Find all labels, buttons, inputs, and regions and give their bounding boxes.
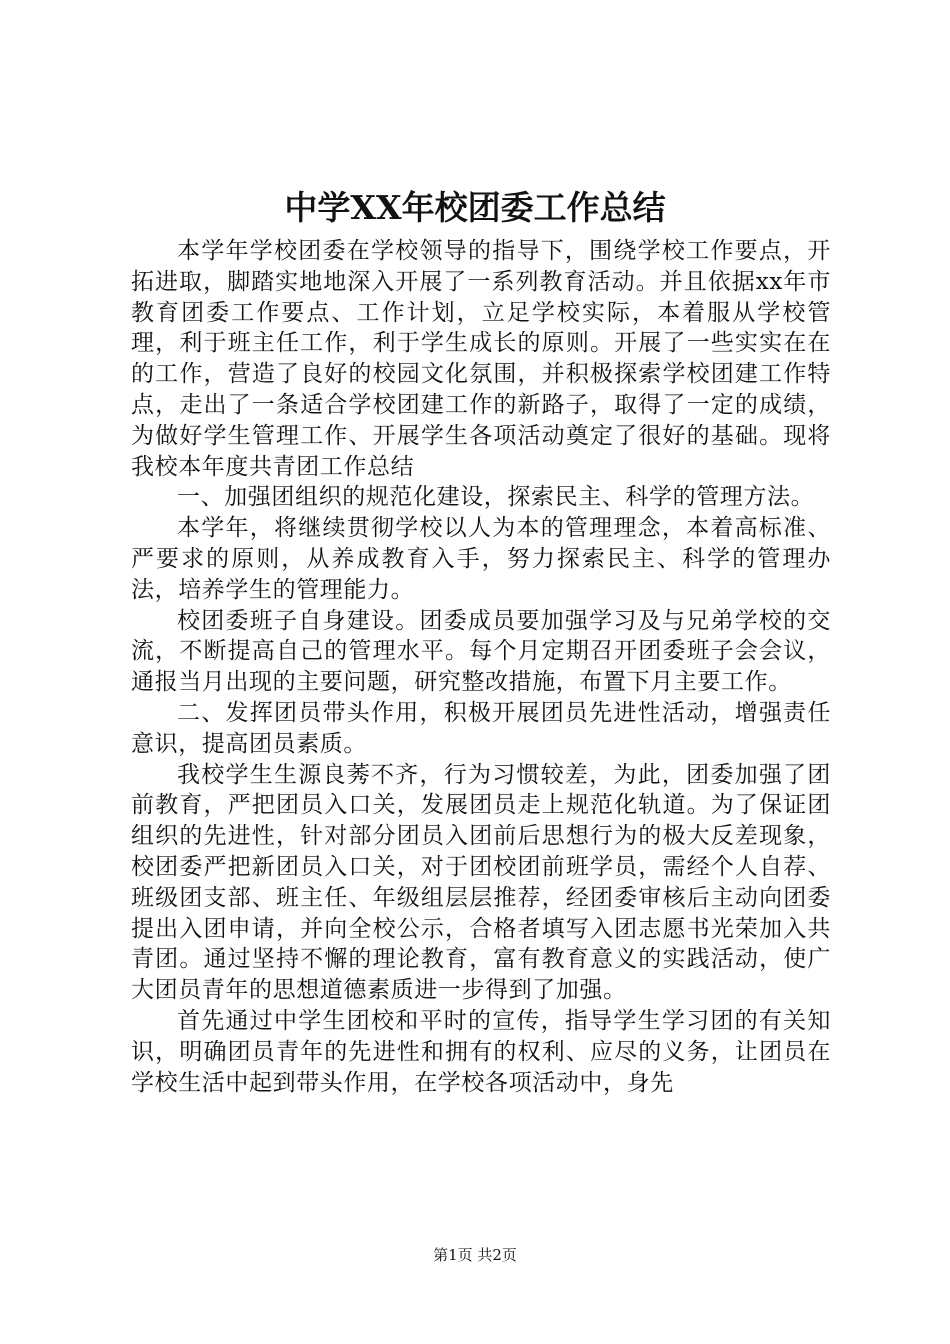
paragraph-heading-2: 二、发挥团员带头作用，积极开展团员先进性活动，增强责任意识，提高团员素质。	[131, 699, 831, 757]
paragraph-heading-1: 一、加强团组织的规范化建设，探索民主、科学的管理方法。	[177, 484, 815, 511]
paragraph-committee: 校团委班子自身建设。团委成员要加强学习及与兄弟学校的交流，不断提高自己的管理水平。每个月定期召开团委班子会会议，通报当月出现的主要问题，研究整改措施，布置下月主要工作。	[131, 607, 831, 696]
paragraph-training: 首先通过中学生团校和平时的宣传，指导学生学习团的有关知识，明确团员青年的先进性和拥有的权利、应尽的义务，让团员在学校生活中起到带头作用，在学校各项活动中，身先	[131, 1007, 831, 1096]
paragraph-management: 本学年，将继续贯彻学校以人为本的管理理念，本着高标准、严要求的原则，从养成教育入手，努力探索民主、科学的管理办法，培养学生的管理能力。	[131, 515, 831, 603]
paragraph-intro: 本学年学校团委在学校领导的指导下，围绕学校工作要点，开拓进取，脚踏实地地深入开展了一系列教育活动。并且依据xx年市教育团委工作要点、工作计划，立足学校实际，本着服从学校管理，利于班主任工作，利于学生成长的原则。开展了一些实实在在的工作，营造了良好的校园文化氛围，并积极探索学校团建工作特点，走出了一条适合学校团建工作的新路子，取得了一定的成绩，为做好学生管理工作、开展学生各项活动奠定了很好的基础。现将我校本年度共青团工作总结	[131, 238, 831, 480]
document-body	[131, 236, 831, 1098]
paragraph-members: 我校学生生源良莠不齐，行为习惯较差，为此，团委加强了团前教育，严把团员入口关，发展团员走上规范化轨道。为了保证团组织的先进性，针对部分团员入团前后思想行为的极大反差现象，校团委严把新团员入口关，对于团校团前班学员，需经个人自荐、班级团支部、班主任、年级组层层推荐，经团委审核后主动向团委提出入团申请，并向全校公示，合格者填写入团志愿书光荣加入共青团。通过坚持不懈的理论教育，富有教育意义的实践活动，使广大团员青年的思想道德素质进一步得到了加强。	[131, 761, 831, 1004]
page-footer: 第1页 共2页	[433, 1246, 517, 1264]
page-title: 中学XX年校团委工作总结	[284, 188, 666, 227]
